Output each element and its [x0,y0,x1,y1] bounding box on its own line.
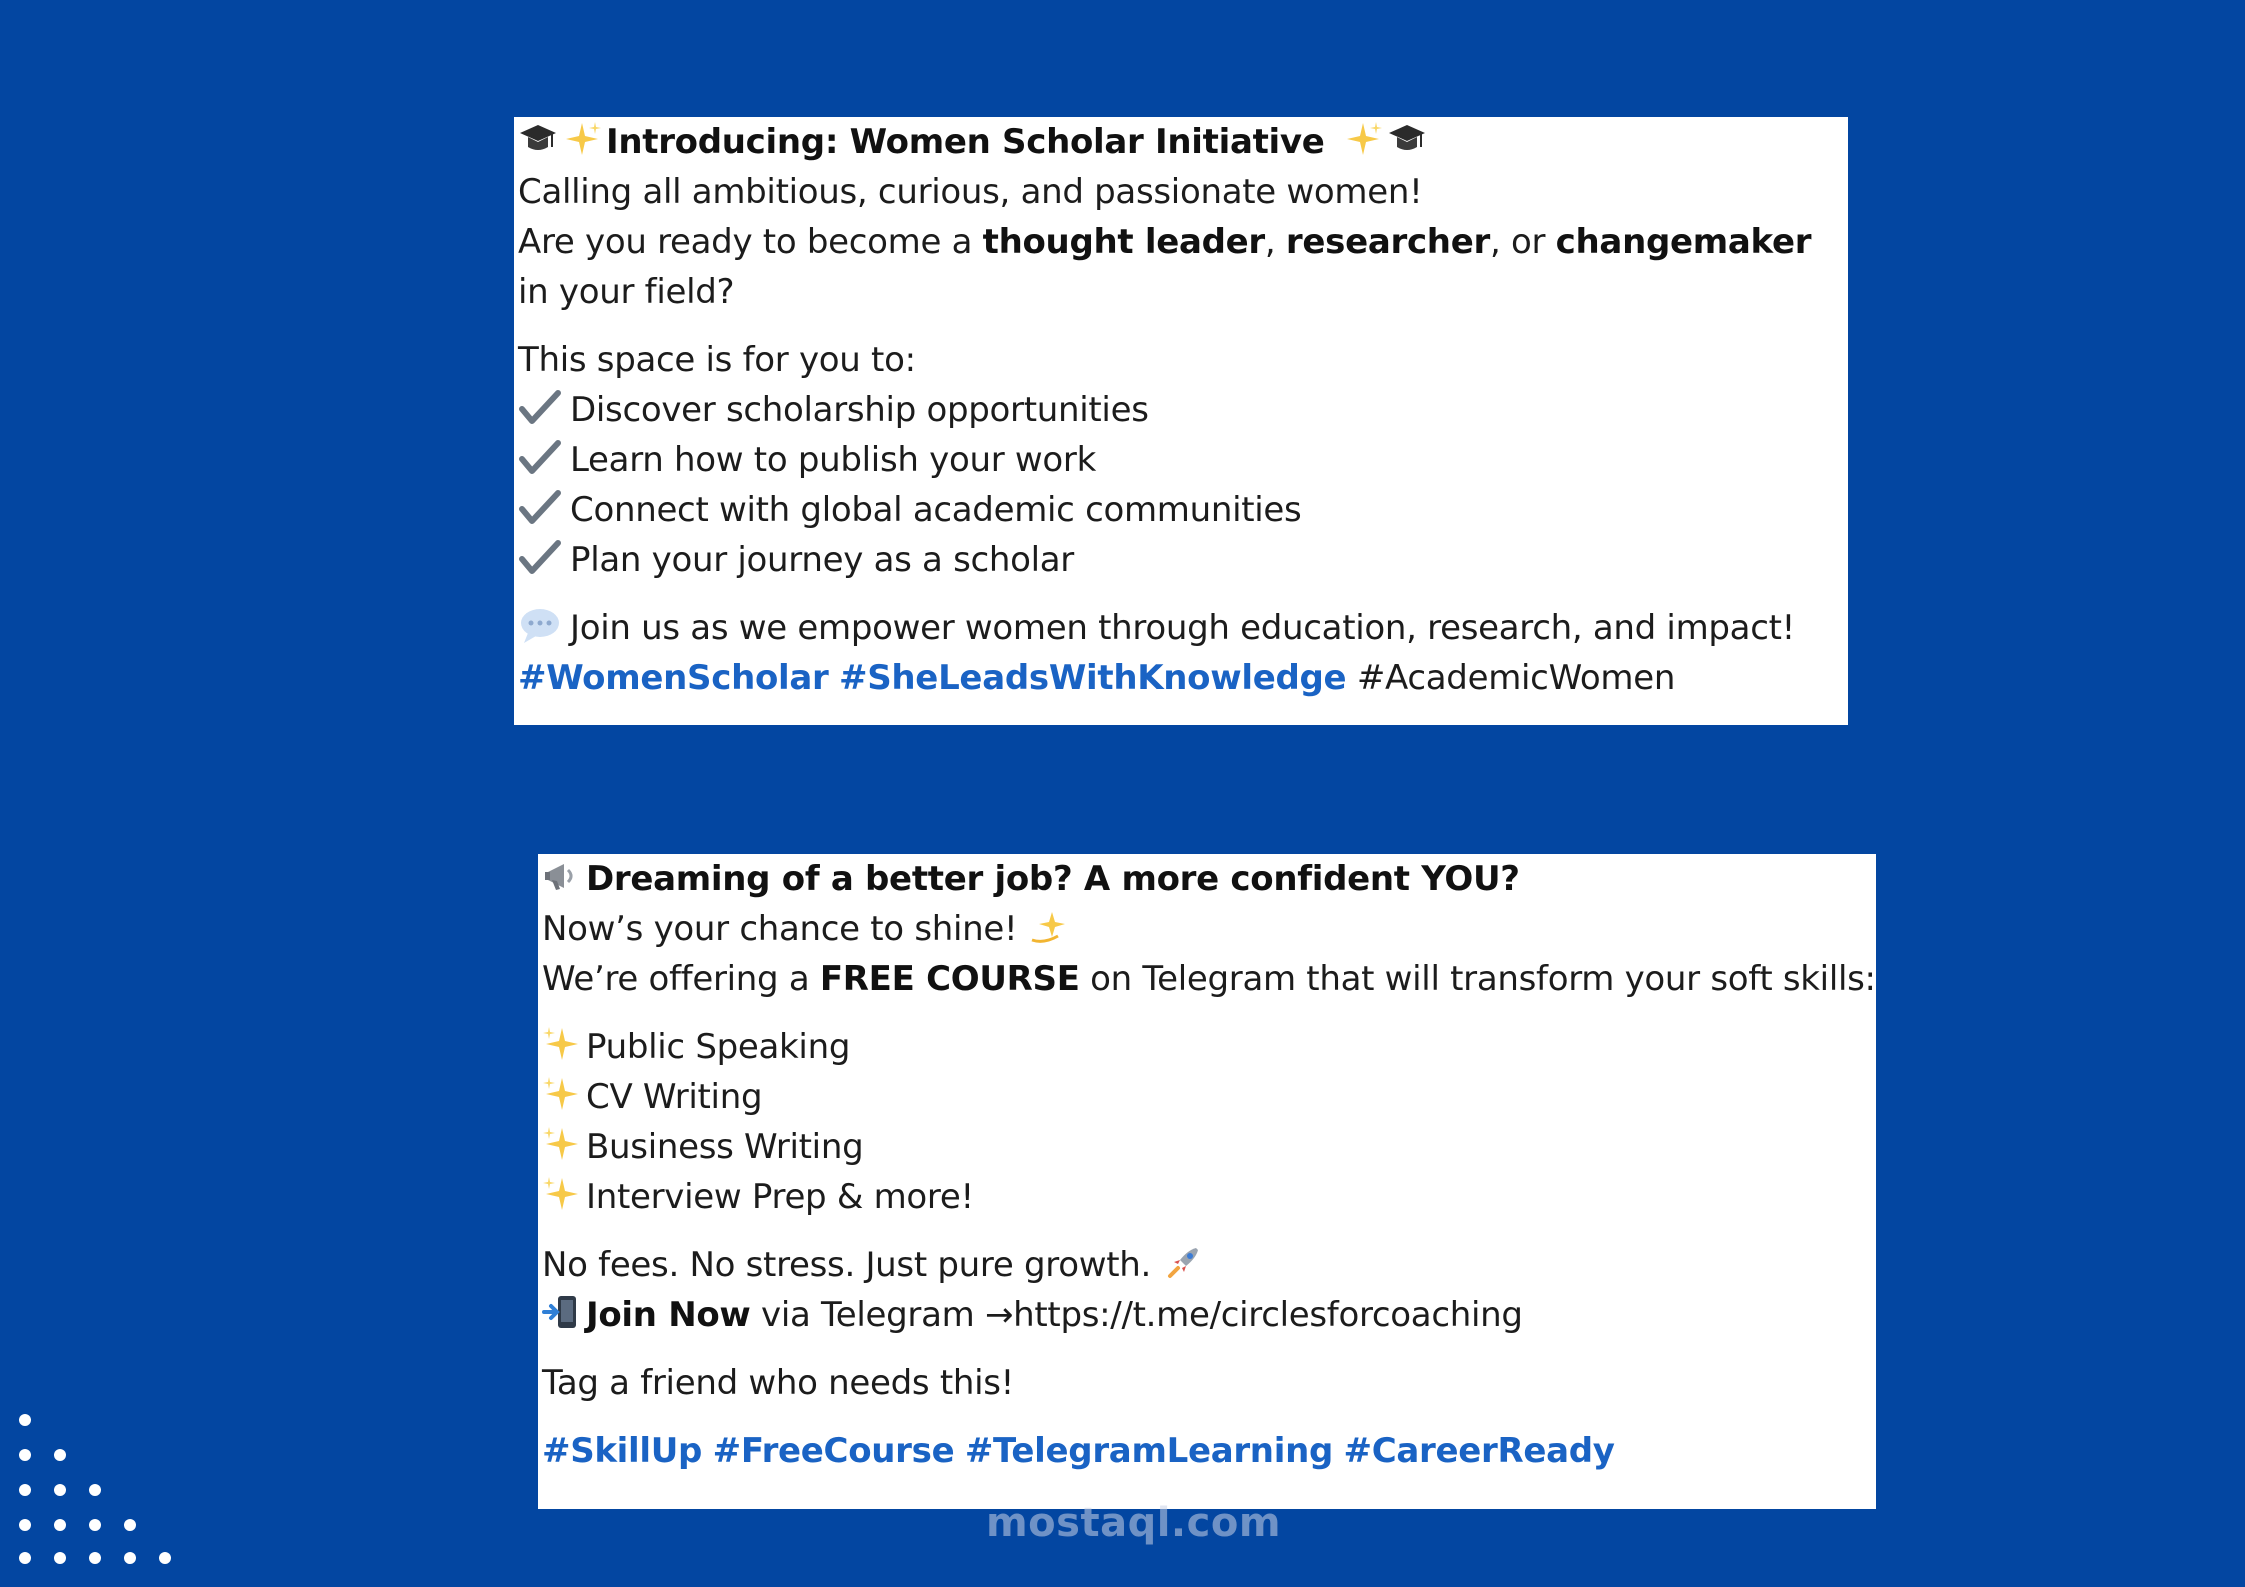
post-title-row [518,117,1848,167]
post-card-women-scholar [514,117,1848,725]
graduation-cap-icon [1387,119,1427,159]
post-title-row [542,854,1876,904]
list-item [542,1072,1876,1122]
sparkles-icon [562,119,602,159]
list-item [542,1022,1876,1072]
sparkles-icon [542,1024,582,1064]
text-fragment: on Telegram that will transform your soft skills: [1079,959,1876,999]
sparkles-icon [542,1124,582,1164]
post-line-closing [518,603,1848,653]
hashtag-link[interactable]: #SheLeadsWithKnowledge [839,658,1347,698]
dizzy-star-icon [1028,906,1072,946]
bold-text-free-course: FREE COURSE [819,959,1080,999]
post-line-shine [542,904,1876,954]
post-line-question [518,217,1848,317]
hashtag-row [518,653,1848,703]
decorative-dots [10,1405,190,1565]
text-fragment: in your field? [518,272,735,312]
check-mark-icon [518,537,562,577]
text-fragment: , or [1489,222,1556,262]
list-item-text: Connect with global academic communities [570,490,1302,530]
check-mark-icon [518,437,562,477]
post-line-tag: Tag a friend who needs this! [542,1363,1014,1403]
hashtag-row [542,1426,1876,1476]
post-title: Introducing: Women Scholar Initiative [606,122,1325,162]
text-fragment: We’re offering a [542,959,820,999]
list-item-text: Learn how to publish your work [570,440,1096,480]
post-line-intro: This space is for you to: [518,340,916,380]
list-item-text: Discover scholarship opportunities [570,390,1149,430]
post-line-join [542,1290,1876,1340]
post-card-free-course [538,854,1876,1509]
watermark-logo: mostaql.com [986,1500,1281,1546]
telegram-link[interactable]: via Telegram →https://t.me/circlesforcoaching [750,1295,1523,1335]
hashtag-link[interactable]: #CareerReady [1343,1431,1615,1471]
sparkles-icon [542,1174,582,1214]
closing-text: Join us as we empower women through education, research, and impact! [570,608,1795,648]
rocket-icon [1162,1242,1206,1282]
hashtag-link[interactable]: #SkillUp [542,1431,703,1471]
bold-text-changemaker: changemaker [1555,222,1812,262]
post-line-calling: Calling all ambitious, curious, and passionate women! [518,172,1423,212]
list-item-text: Plan your journey as a scholar [570,540,1074,580]
list-item [542,1172,1876,1222]
text-fragment: , [1264,222,1286,262]
list-item-text: Interview Prep & more! [586,1177,974,1217]
join-now-label: Join Now [586,1295,751,1335]
speech-bubble-icon [518,605,562,645]
text-fragment: Are you ready to become a [518,222,983,262]
post-line-nofees [542,1240,1876,1290]
list-item-text: Business Writing [586,1127,864,1167]
megaphone-icon [542,856,582,896]
list-item-text: Public Speaking [586,1027,851,1067]
hashtag-link[interactable]: #WomenScholar [518,658,829,698]
list-item-text: CV Writing [586,1077,763,1117]
hashtag-text: #AcademicWomen [1356,658,1676,698]
sparkles-icon [542,1074,582,1114]
bold-text-thought-leader: thought leader [982,222,1265,262]
list-item [518,385,1848,435]
phone-arrow-icon [542,1292,582,1332]
hashtag-link[interactable]: #TelegramLearning [964,1431,1334,1471]
check-mark-icon [518,387,562,427]
nofees-text: No fees. No stress. Just pure growth. [542,1245,1151,1285]
list-item [542,1122,1876,1172]
post-line-offer [542,954,1876,1004]
sparkles-icon [1343,119,1383,159]
list-item [518,485,1848,535]
graduation-cap-icon [518,119,558,159]
list-item [518,435,1848,485]
post-title: Dreaming of a better job? A more confident YOU? [586,859,1520,899]
shine-text: Now’s your chance to shine! [542,909,1018,949]
check-mark-icon [518,487,562,527]
bold-text-researcher: researcher [1285,222,1490,262]
hashtag-link[interactable]: #FreeCourse [712,1431,955,1471]
list-item [518,535,1848,585]
